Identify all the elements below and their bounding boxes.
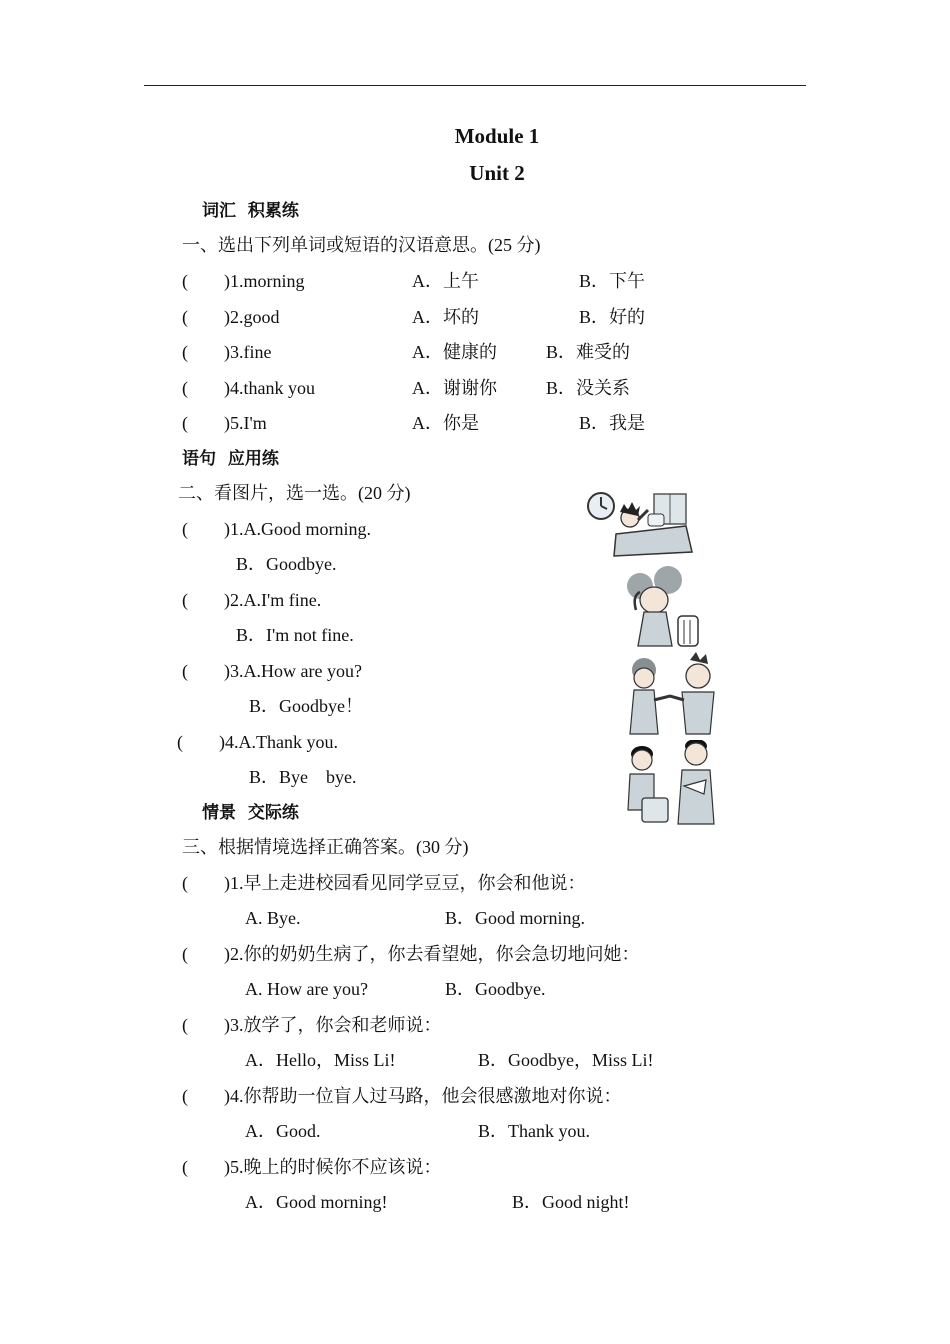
boy-waking-illustration xyxy=(586,490,694,562)
s2-q4-option-b: B．Bye bye. xyxy=(249,767,357,787)
sick-girl-illustration xyxy=(624,566,702,648)
s3-q5-option-b: B．Good night! xyxy=(512,1192,630,1212)
s1-q3-option-b: B．难受的 xyxy=(546,342,631,362)
s1-q2-option-b: B．好的 xyxy=(579,307,646,327)
s1-q3-option-a: A．健康的 xyxy=(412,342,497,362)
s3-q1: ( )1.早上走进校园看见同学豆豆，你会和他说： xyxy=(182,873,586,893)
s1-q2: ( )2.good xyxy=(182,307,280,327)
s2-q1-option-b: B．Goodbye. xyxy=(236,554,337,574)
s3-q4: ( )4.你帮助一位盲人过马路，他会很感激地对你说： xyxy=(182,1086,622,1106)
s2-q2-option-b: B．I'm not fine. xyxy=(236,625,354,645)
s1-q1-option-a: A．上午 xyxy=(412,271,479,291)
s3-q3: ( )3.放学了，你会和老师说： xyxy=(182,1015,442,1035)
s3-q3-option-a: A．Hello，Miss Li! xyxy=(245,1050,396,1070)
s3-q3-option-b: B．Goodbye，Miss Li! xyxy=(478,1050,654,1070)
s3-q1-option-a: A. Bye. xyxy=(245,908,301,928)
s2-q2: ( )2.A.I'm fine. xyxy=(182,590,322,610)
s3-q2-option-a: A. How are you? xyxy=(245,979,368,999)
page-title: Module 1 xyxy=(454,124,540,148)
s1-q4-option-a: A．谢谢你 xyxy=(412,378,497,398)
s2-q3-option-b: B．Goodbye！ xyxy=(249,696,363,716)
section3-heading: 情景 交际练 xyxy=(202,803,299,823)
s1-q2-option-a: A．坏的 xyxy=(412,307,479,327)
s3-q4-option-b: B．Thank you. xyxy=(478,1121,590,1141)
s2-q3: ( )3.A.How are you? xyxy=(182,661,362,681)
children-greeting-illustration xyxy=(626,650,720,736)
s3-q5-option-a: A．Good morning! xyxy=(245,1192,388,1212)
s1-q5-option-a: A．你是 xyxy=(412,413,479,433)
section2-heading: 语句 应用练 xyxy=(182,449,279,469)
s1-q4-option-b: B．没关系 xyxy=(546,378,631,398)
s2-q4: ( )4.A.Thank you. xyxy=(177,732,338,752)
section1-heading: 词汇 积累练 xyxy=(202,201,299,221)
section2-instruction: 二、看图片，选一选。(20 分) xyxy=(178,483,411,503)
s1-q3: ( )3.fine xyxy=(182,342,272,362)
s1-q1-option-b: B．下午 xyxy=(579,271,646,291)
s3-q2-option-b: B．Goodbye. xyxy=(445,979,546,999)
s1-q1: ( )1.morning xyxy=(182,271,305,291)
s3-q5: ( )5.晚上的时候你不应该说： xyxy=(182,1157,442,1177)
s3-q2: ( )2.你的奶奶生病了，你去看望她，你会急切地问她： xyxy=(182,944,640,964)
s1-q5: ( )5.I'm xyxy=(182,413,267,433)
section1-instruction: 一、选出下列单词或短语的汉语意思。(25 分) xyxy=(182,235,541,255)
s2-q1: ( )1.A.Good morning. xyxy=(182,519,371,539)
header-rule xyxy=(144,85,806,86)
s3-q1-option-b: B．Good morning. xyxy=(445,908,586,928)
s1-q5-option-b: B．我是 xyxy=(579,413,646,433)
helping-friend-illustration xyxy=(624,740,720,826)
s3-q4-option-a: A．Good. xyxy=(245,1121,321,1141)
s1-q4: ( )4.thank you xyxy=(182,378,315,398)
page-subtitle: Unit 2 xyxy=(469,161,525,185)
section3-instruction: 三、根据情境选择正确答案。(30 分) xyxy=(182,837,469,857)
